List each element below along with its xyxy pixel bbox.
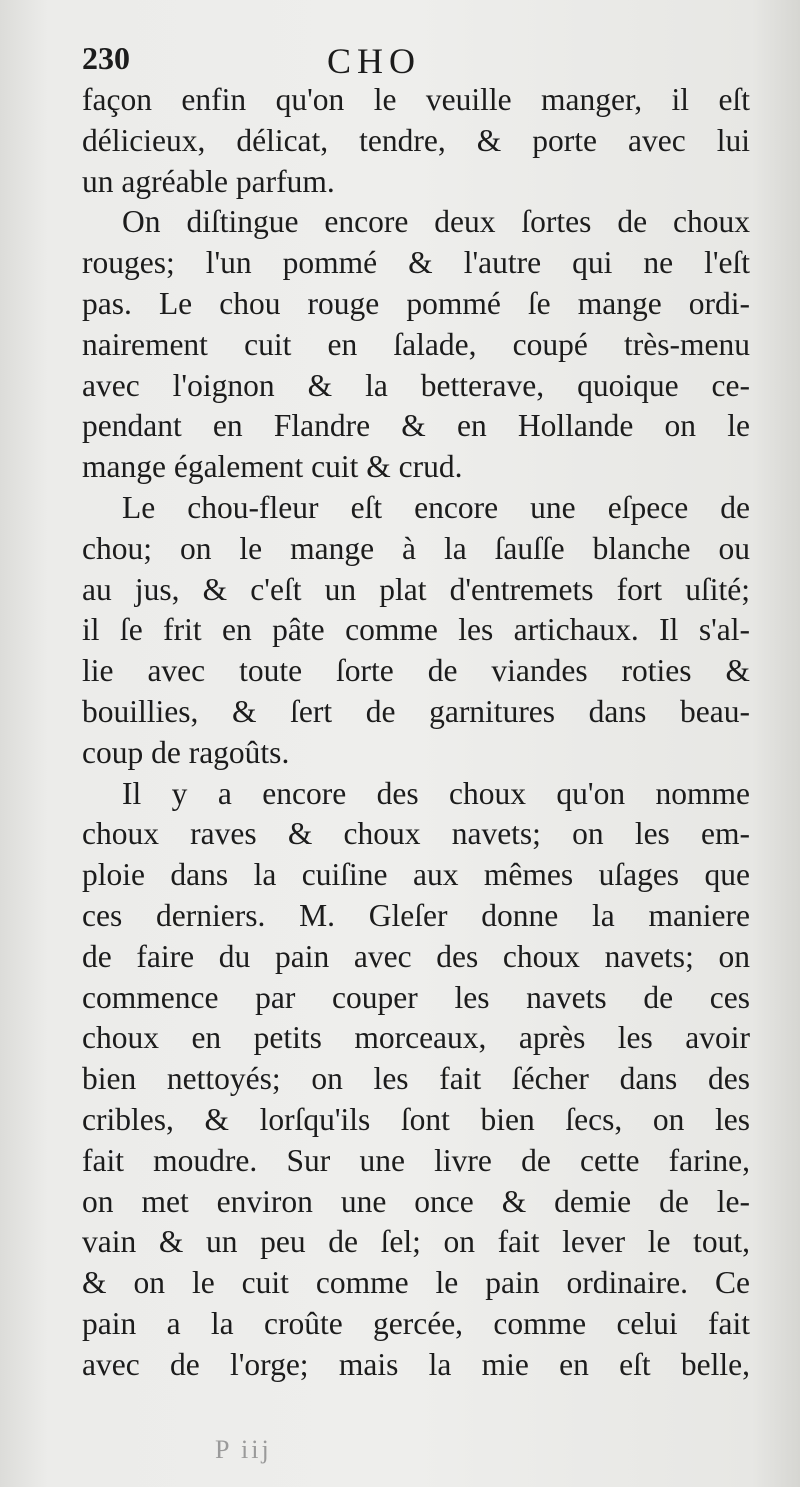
- text-line: choux en petits morceaux, après les avoir: [82, 1020, 750, 1056]
- text-line: mange également cuit & crud.: [82, 449, 463, 485]
- text-line: pain a la croûte gercée, comme celui fait: [82, 1305, 750, 1341]
- text-line: façon enfin qu'on le veuille manger, il eſt: [82, 82, 750, 117]
- text-line: fait moudre. Sur une livre de cette farine,: [82, 1142, 750, 1178]
- text-line: commence par couper les navets de ces: [82, 979, 750, 1015]
- body-text: [82, 80, 750, 1386]
- text-line: pendant en Flandre & en Hollande on le: [82, 408, 750, 444]
- text-line: pas. Le chou rouge pommé ſe mange ordi-: [82, 285, 750, 321]
- text-line: un agréable parfum.: [82, 163, 335, 199]
- text-line: de faire du pain avec des choux navets; on: [82, 938, 750, 974]
- text-line: il ſe frit en pâte comme les artichaux. Il s'al-: [82, 612, 750, 648]
- text-line: nairement cuit en ſalade, coupé très-menu: [82, 326, 750, 362]
- text-line: au jus, & c'eſt un plat d'entremets fort uſité;: [82, 571, 750, 607]
- page-number: 230: [82, 40, 130, 76]
- text-line: bouillies, & ſert de garnitures dans beau-: [82, 693, 750, 729]
- text-line: Il y a encore des choux qu'on nomme: [122, 775, 750, 811]
- text-line: On diſtingue encore deux ſortes de choux: [122, 204, 750, 240]
- paragraph: [82, 202, 750, 488]
- text-line: lie avec toute ſorte de viandes roties &: [82, 653, 750, 689]
- running-head: CHO: [327, 41, 422, 81]
- text-line: on met environ une once & demie de le-: [82, 1183, 750, 1219]
- text-line: ploie dans la cuiſine aux mêmes uſages que: [82, 857, 750, 893]
- text-line: rouges; l'un pommé & l'autre qui ne l'eſt: [82, 245, 750, 281]
- paragraph: [82, 80, 750, 202]
- text-line: Le chou-fleur eſt encore une eſpece de: [122, 489, 750, 525]
- text-line: ces derniers. M. Gleſer donne la maniere: [82, 897, 750, 933]
- text-line: choux raves & choux navets; on les em-: [82, 816, 750, 852]
- text-line: avec l'oignon & la betterave, quoique ce-: [82, 367, 750, 403]
- signature-mark: P iij: [215, 1435, 272, 1464]
- text-line: cribles, & lorſqu'ils ſont bien ſecs, on les: [82, 1101, 750, 1137]
- text-line: coup de ragoûts.: [82, 734, 290, 770]
- text-line: bien nettoyés; on les fait ſécher dans des: [82, 1061, 750, 1097]
- text-line: avec de l'orge; mais la mie en eſt belle,: [82, 1346, 750, 1382]
- paragraph: [82, 774, 750, 1386]
- paragraph: [82, 488, 750, 774]
- text-line: & on le cuit comme le pain ordinaire. Ce: [82, 1265, 750, 1301]
- text-line: chou; on le mange à la ſauſſe blanche ou: [82, 530, 750, 566]
- text-line: délicieux, délicat, tendre, & porte avec lui: [82, 122, 750, 158]
- text-line: vain & un peu de ſel; on fait lever le tout,: [82, 1224, 750, 1260]
